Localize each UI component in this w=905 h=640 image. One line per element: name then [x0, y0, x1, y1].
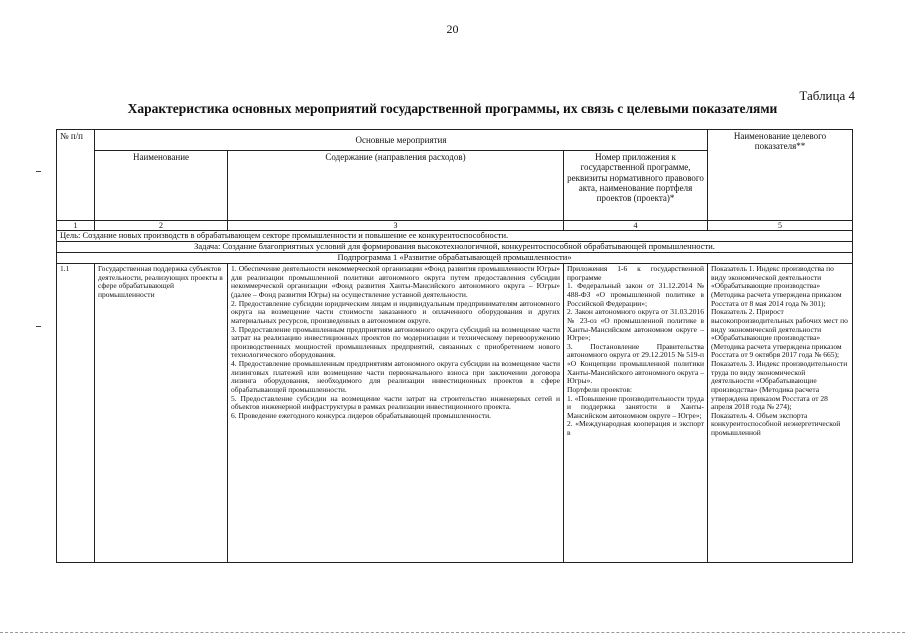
goal-row — [57, 231, 853, 242]
task-row — [57, 242, 853, 253]
event-content — [228, 264, 564, 563]
appendix-item: Портфели проектов: — [567, 384, 632, 394]
appendix-item: 2. «Международная кооперация и экспорт в — [567, 419, 705, 438]
content-header: Содержание (направления расходов) — [228, 151, 564, 221]
column-number-row — [57, 221, 853, 231]
column-number: 3 — [228, 221, 564, 231]
appendix-header: Номер приложения к государственной программе, реквизиты нормативного правового акта, наименование портфеля проектов (проекта)* — [564, 151, 708, 221]
header-row-top — [57, 130, 853, 151]
appendix-item: 3. Постановление Правительства автономного округа от 29.12.2015 № 519-п «О Концепции промышленной политики Ханты-Мансийского автономного округа – Югры». — [567, 341, 705, 386]
name-header: Наименование — [95, 151, 228, 221]
task-text: Задача: Создание благоприятных условий для формирования высокотехнологичной, конкурентоспособной обрабатывающей промышленности. — [57, 242, 853, 253]
main-events-header: Основные мероприятия — [95, 130, 708, 151]
events-table — [56, 129, 853, 563]
indicator-item: Показатель 1. Индекс производства по виду экономической деятельности «Обрабатывающие производства» (Методика расчета утверждена приказом Росстата от 8 мая 2014 года № 301); — [711, 264, 842, 308]
column-number: 5 — [708, 221, 853, 231]
appendix-item: 1. «Повышение производительности труда и поддержка занятости в Ханты-Мансийском автономном округе – Югре»; — [567, 393, 705, 420]
event-appendix — [564, 264, 708, 563]
appendix-item: 2. Закон автономного округа от 31.03.2016 № 23-оз «О промышленной политике в Ханты-Мансийском автономном округе – Югре»; — [567, 307, 705, 343]
subprogram-row — [57, 253, 853, 264]
scan-edge — [0, 632, 905, 634]
content-item: 2. Предоставление субсидии юридическим лицам и индивидуальным предпринимателям автономного округа на возмещение части стоимости заказанного и оплаченного оборудования и других материальных ресурсов, произведенных в автономном округе. — [231, 298, 560, 325]
table-label: Таблица 4 — [799, 88, 855, 103]
content-item: 1. Обеспечение деятельности некоммерческой организации «Фонд развития промышленности Югры» для реализации промышленной политики автономного округа путем предоставления субсидии некоммерческой организации «Фонд развития Ханты-Мансийского автономного округа – Югры» (далее – Фонд развития Югры) на осуществление уставной деятельности. — [231, 264, 560, 300]
event-indicators — [708, 264, 853, 563]
margin-mark — [36, 171, 41, 172]
margin-mark — [36, 326, 41, 327]
indicator-header: Наименование целевого показателя** — [708, 130, 853, 221]
event-name: Государственная поддержка субъектов деятельности, реализующих проекты в сфере обрабатывающей промышленности — [95, 264, 228, 563]
subprogram-text: Подпрограмма 1 «Развитие обрабатывающей промышленности» — [57, 253, 853, 264]
column-number: 2 — [95, 221, 228, 231]
indicator-item: Показатель 4. Объем экспорта конкурентоспособной неэнергетической промышленной — [711, 410, 841, 438]
content-item: 5. Предоставление субсидии на возмещение части затрат на строительство инженерных сетей и объектов инженерной инфраструктуры в рамках реализации инвестиционного проекта. — [231, 393, 560, 412]
column-number: 1 — [57, 221, 95, 231]
indicator-item: Показатель 3. Индекс производительности труда по виду экономической деятельности «Обрабатывающие производства» (Методика расчета утверждена приказом Росстата от 28 апреля 2018 года № 274); — [711, 359, 848, 412]
table-row — [57, 264, 853, 563]
appendix-item: Приложения 1-6 к государственной программе — [567, 264, 705, 282]
row-number: 1.1 — [57, 264, 95, 563]
goal-text: Цель: Создание новых производств в обрабатывающем секторе промышленности и повышение ее конкурентоспособности. — [57, 231, 853, 242]
document-title: Характеристика основных мероприятий государственной программы, их связь с целевыми показателями — [127, 101, 778, 116]
indicator-item: Показатель 2. Прирост высокопроизводительных рабочих мест по виду экономической деятельности «Обрабатывающие производства» (Методика расчета утверждена приказом Росстата от 9 октября 2017 года № 665); — [711, 307, 848, 360]
page-number: 20 — [446, 22, 459, 36]
content-item: 6. Проведение ежегодного конкурса лидеров обрабатывающей промышленности. — [231, 410, 492, 420]
content-item: 3. Предоставление промышленным предприятиям автономного округа субсидий на возмещение части затрат на реализацию инвестиционных проектов по модернизации и техническому перевооружению производственных мощностей промышленных предприятий, связанных с приобретением нового технологического оборудования. — [231, 324, 560, 360]
column-number: 4 — [564, 221, 708, 231]
col-num-header: № п/п — [57, 130, 95, 221]
content-item: 4. Предоставление промышленным предприятиям автономного округа субсидии на возмещение части лизинговых платежей или возмещение части первоначального взноса при заключении договора лизинга оборудования, необходимого для реализации инвестиционных проектов в сфере обрабатывающей промышленности. — [231, 359, 560, 394]
appendix-item: 1. Федеральный закон от 31.12.2014 № 488-ФЗ «О промышленной политике в Российской Федерации»; — [567, 281, 705, 308]
